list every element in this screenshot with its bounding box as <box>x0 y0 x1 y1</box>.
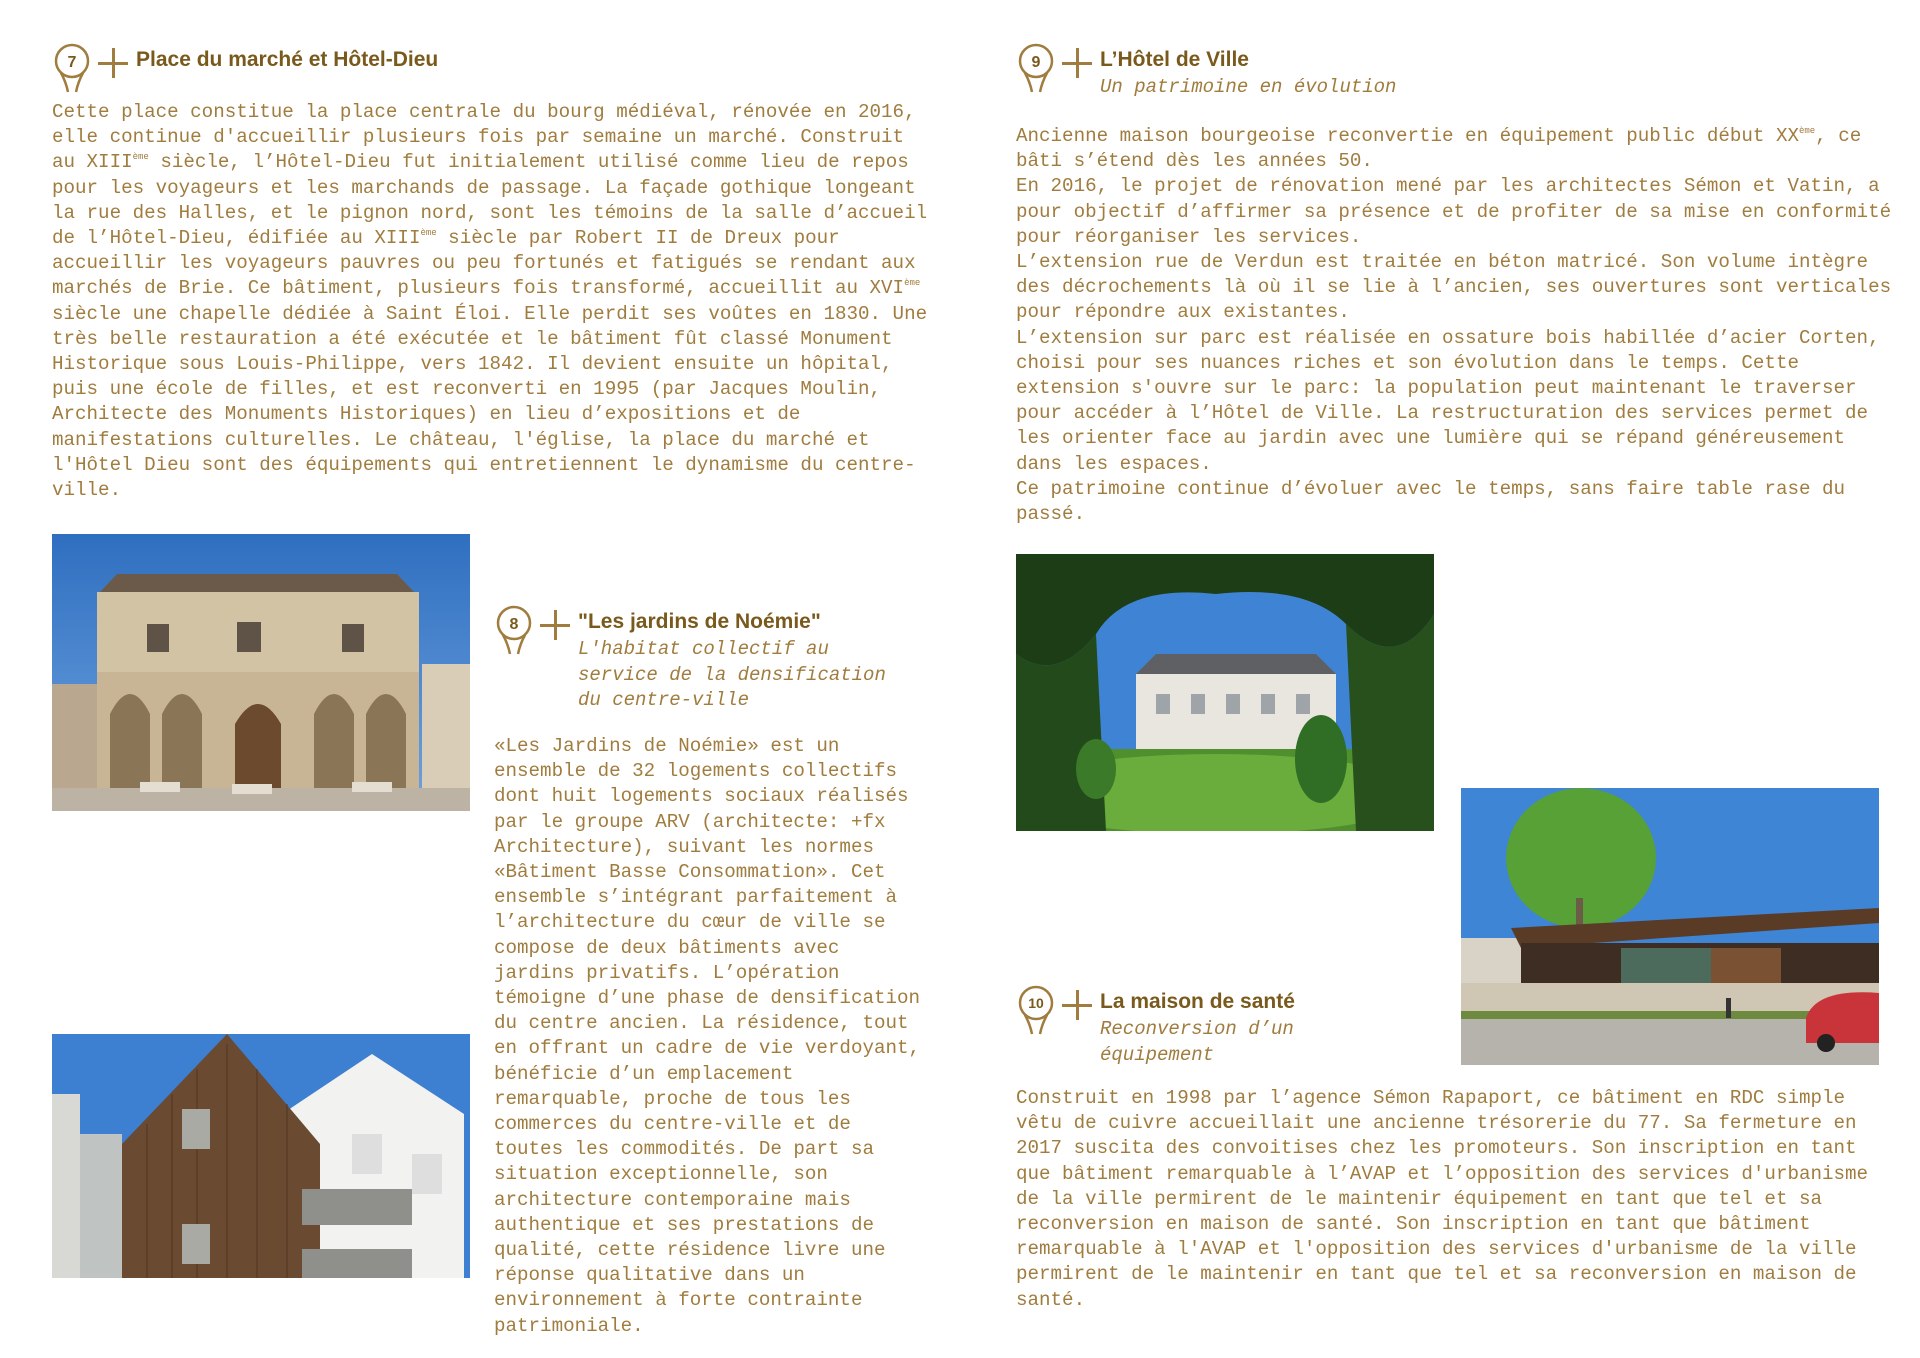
section-title: L’Hôtel de Ville <box>1100 48 1249 71</box>
marker-number: 8 <box>509 616 519 633</box>
plus-icon <box>1062 990 1092 1020</box>
section-subtitle: Un patrimoine en évolution <box>1100 76 1397 98</box>
section-7-heading <box>52 44 932 100</box>
map-pin-icon <box>494 604 538 656</box>
section-title: La maison de santé <box>1100 990 1295 1013</box>
section-title: Place du marché et Hôtel-Dieu <box>136 48 439 71</box>
map-pin-icon <box>52 42 96 94</box>
section-body: Cette place constitue la place centrale du bourg médiéval, rénovée en 2016, elle continue d'accueillir plusieurs fois par semaine un marché. Construit au XIIIème siècle, l’Hôtel-Dieu fut initialement utilisé comme lieu de repos pour les voyageurs et les marchands de passage. La façade gothique longeant la rue des Halles, et le pignon nord, sont les témoins de la salle d’accueil de l’Hôtel-Dieu, édifiée au XIIIème siècle par Robert II de Dreux pour accueillir les voyageurs pauvres ou peu fortunés et fatigués se rendant aux marchés de Brie. Ce bâtiment, plusieurs fois transformé, accueillit au XVIème siècle une chapelle dédiée à Saint Éloi. Elle perdit ses voûtes en 1830. Une très belle restauration a été exécutée et le bâtiment fût classé Monument Historique sous Louis-Philippe, vers 1842. Il devient ensuite un hôpital, puis une école de filles, et est reconverti en 1995 (par Jacques Moulin, Architecte des Monuments Historiques) en lieu d’expositions et de manifestations culturelles. Le château, l'église, la place du marché et l'Hôtel Dieu sont des équipements qui entretiennent le dynamisme du centre-ville. <box>52 101 928 502</box>
photo-jardins-de-noemie <box>52 1034 470 1278</box>
section-10 <box>1016 986 1896 1313</box>
section-7 <box>52 44 932 503</box>
section-8 <box>494 606 924 1339</box>
map-pin-icon <box>1016 984 1060 1036</box>
section-8-heading <box>494 606 924 711</box>
photo-hotel-dieu <box>52 534 470 811</box>
marker-number: 9 <box>1031 54 1041 71</box>
photo-hotel-de-ville <box>1016 554 1434 831</box>
section-9-heading <box>1016 44 1896 124</box>
section-body: Ancienne maison bourgeoise reconvertie en équipement public début XXème, ce bâti s’étend dès les années 50. En 2016, le projet de rénovation mené par les architectes Sémon et Vatin, a pour objectif d’affirmer sa présence et de profiter de sa mise en conformité pour réorganiser les services. L’extension rue de Verdun est traitée en béton matricé. Son volume intègre des décrochements là où il se lie à l’ancien, ses ouvertures sont verticales pour répondre aux existantes. L’extension sur parc est réalisée en ossature bois habillée d’acier Corten, choisi pour ses nuances riches et son évolution dans le temps. Cette extension s'ouvre sur le parc: la population peut maintenant le traverser pour accéder à l’Hôtel de Ville. La restructuration des services permet de les orienter face au jardin avec une lumière qui se répand généreusement dans les espaces. Ce patrimoine continue d’évoluer avec le temps, sans faire table rase du passé. <box>1016 125 1892 526</box>
marker-number: 7 <box>67 54 77 71</box>
section-subtitle: Reconversion d’un équipement <box>1100 1018 1294 1066</box>
section-9 <box>1016 44 1896 527</box>
map-pin-icon <box>1016 42 1060 94</box>
section-title: "Les jardins de Noémie" <box>578 610 821 633</box>
plus-icon <box>1062 48 1092 78</box>
section-subtitle: L'habitat collectif au service de la densification du centre-ville <box>578 638 886 711</box>
plus-icon <box>540 610 570 640</box>
plus-icon <box>98 48 128 78</box>
section-body: Construit en 1998 par l’agence Sémon Rapaport, ce bâtiment en RDC simple vêtu de cuivre accueillait une ancienne trésorerie du 77. Sa fermeture en 2017 suscita des convoitises chez les promoteurs. Son inscription en tant que bâtiment remarquable à l’AVAP et l’opposition des services d'urbanisme de la ville permirent de le maintenir équipement en tant que tel et sa reconversion en maison de santé. Son inscription en tant que bâtiment remarquable à l'AVAP et l'opposition des services d'urbanisme de la ville permirent de le maintenir en tant que tel et sa reconversion en maison de santé. <box>1016 1087 1869 1311</box>
section-body: «Les Jardins de Noémie» est un ensemble de 32 logements collectifs dont huit logements sociaux réalisés par le groupe ARV (architecte: +fx Architecture), suivant les normes «Bâtiment Basse Consommation». Cet ensemble s’intégrant parfaitement à l’architecture du cœur de ville se compose de deux bâtiments avec jardins privatifs. L’opération témoigne d’une phase de densification du centre ancien. La résidence, tout en offrant un cadre de vie verdoyant, bénéficie d’un emplacement remarquable, proche de tous les commerces du centre-ville et de toutes les commodités. De part sa situation exceptionnelle, son architecture contemporaine mais authentique et ses prestations de qualité, cette résidence livre une réponse qualitative dans un environnement à forte contrainte patrimoniale. <box>494 735 921 1337</box>
section-10-heading <box>1016 986 1896 1086</box>
marker-number: 10 <box>1028 995 1044 1011</box>
